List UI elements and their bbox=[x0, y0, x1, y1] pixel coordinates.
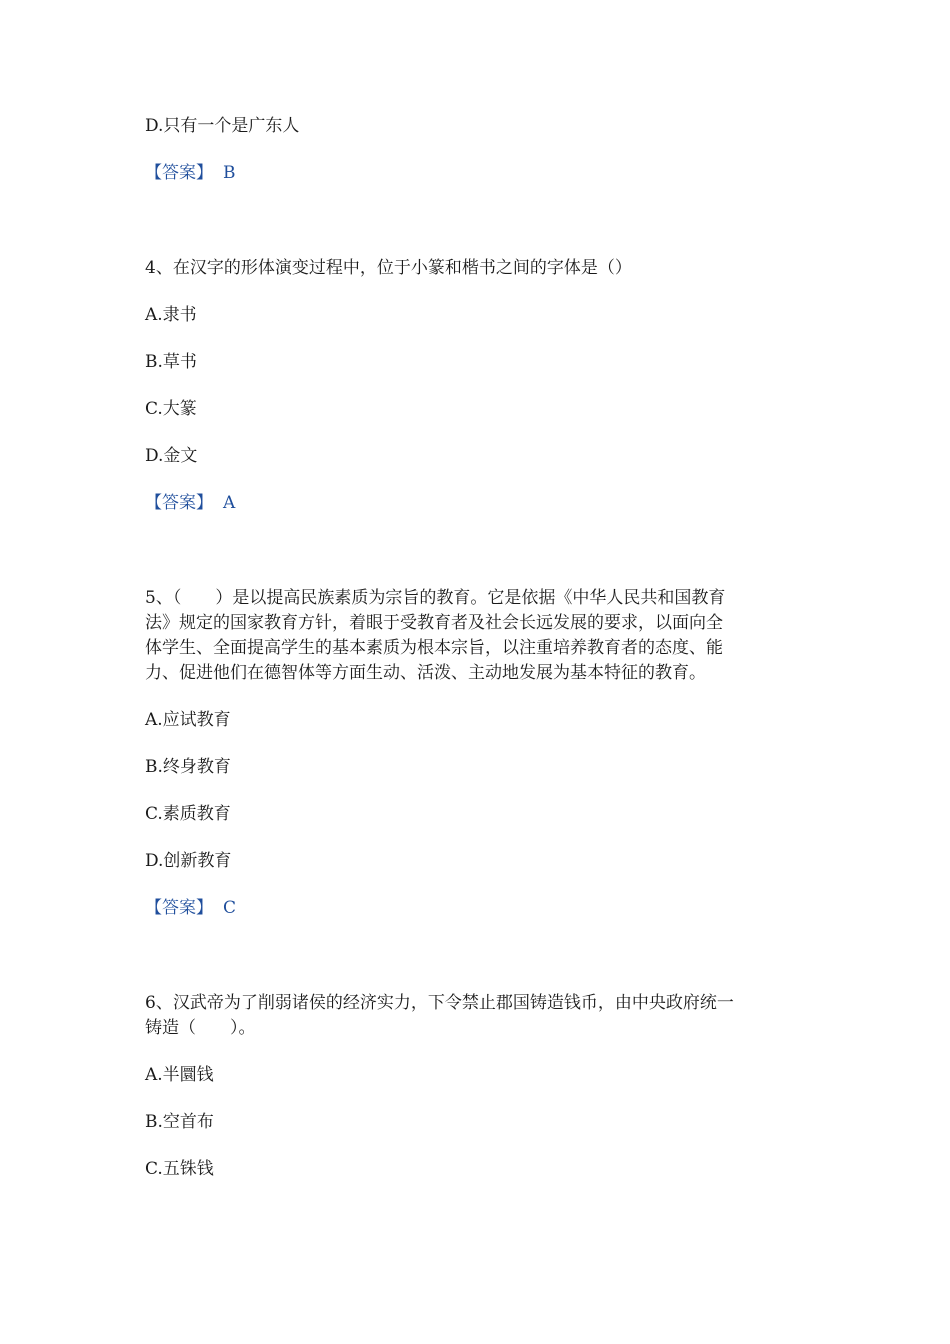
q5-stem-line-3: 体学生、全面提高学生的基本素质为根本宗旨，以注重培养教育者的态度、能 bbox=[145, 638, 723, 658]
q3-option-d: D.只有一个是广东人 bbox=[145, 116, 300, 136]
q3-answer bbox=[145, 161, 236, 185]
q5-answer-value: C bbox=[223, 898, 237, 918]
q5-stem-line-4: 力、促进他们在德智体等方面生动、活泼、主动地发展为基本特征的教育。 bbox=[145, 663, 706, 683]
q4-option-d: D.金文 bbox=[145, 446, 198, 466]
q4-stem: 4、在汉字的形体演变过程中，位于小篆和楷书之间的字体是（） bbox=[145, 258, 632, 278]
q6-stem-line-1: 6、汉武帝为了削弱诸侯的经济实力，下令禁止郡国铸造钱币，由中央政府统一 bbox=[145, 993, 734, 1013]
q4-option-b: B.草书 bbox=[145, 352, 197, 372]
q4-option-c: C.大篆 bbox=[145, 399, 197, 419]
q6-option-b: B.空首布 bbox=[145, 1112, 214, 1132]
q6-option-c: C.五铢钱 bbox=[145, 1159, 214, 1179]
q3-answer-value: B bbox=[223, 163, 236, 183]
q4-answer bbox=[145, 491, 235, 515]
q5-answer bbox=[145, 896, 236, 920]
q5-stem-line-2: 法》规定的国家教育方针，着眼于受教育者及社会长远发展的要求，以面向全 bbox=[145, 613, 723, 633]
q3-answer-label: 【答案】 bbox=[145, 163, 213, 183]
q4-answer-label: 【答案】 bbox=[145, 493, 213, 513]
q4-option-a: A.隶书 bbox=[145, 305, 197, 325]
q5-answer-label: 【答案】 bbox=[145, 898, 213, 918]
q6-option-a: A.半圜钱 bbox=[145, 1065, 214, 1085]
q6-stem-line-2: 铸造（ ）。 bbox=[145, 1018, 256, 1038]
q5-option-c: C.素质教育 bbox=[145, 804, 231, 824]
q5-option-b: B.终身教育 bbox=[145, 757, 231, 777]
q4-answer-value: A bbox=[223, 493, 236, 513]
q5-option-a: A.应试教育 bbox=[145, 710, 231, 730]
q5-stem-line-1: 5、（ ）是以提高民族素质为宗旨的教育。它是依据《中华人民共和国教育 bbox=[145, 588, 726, 608]
q5-option-d: D.创新教育 bbox=[145, 851, 232, 871]
